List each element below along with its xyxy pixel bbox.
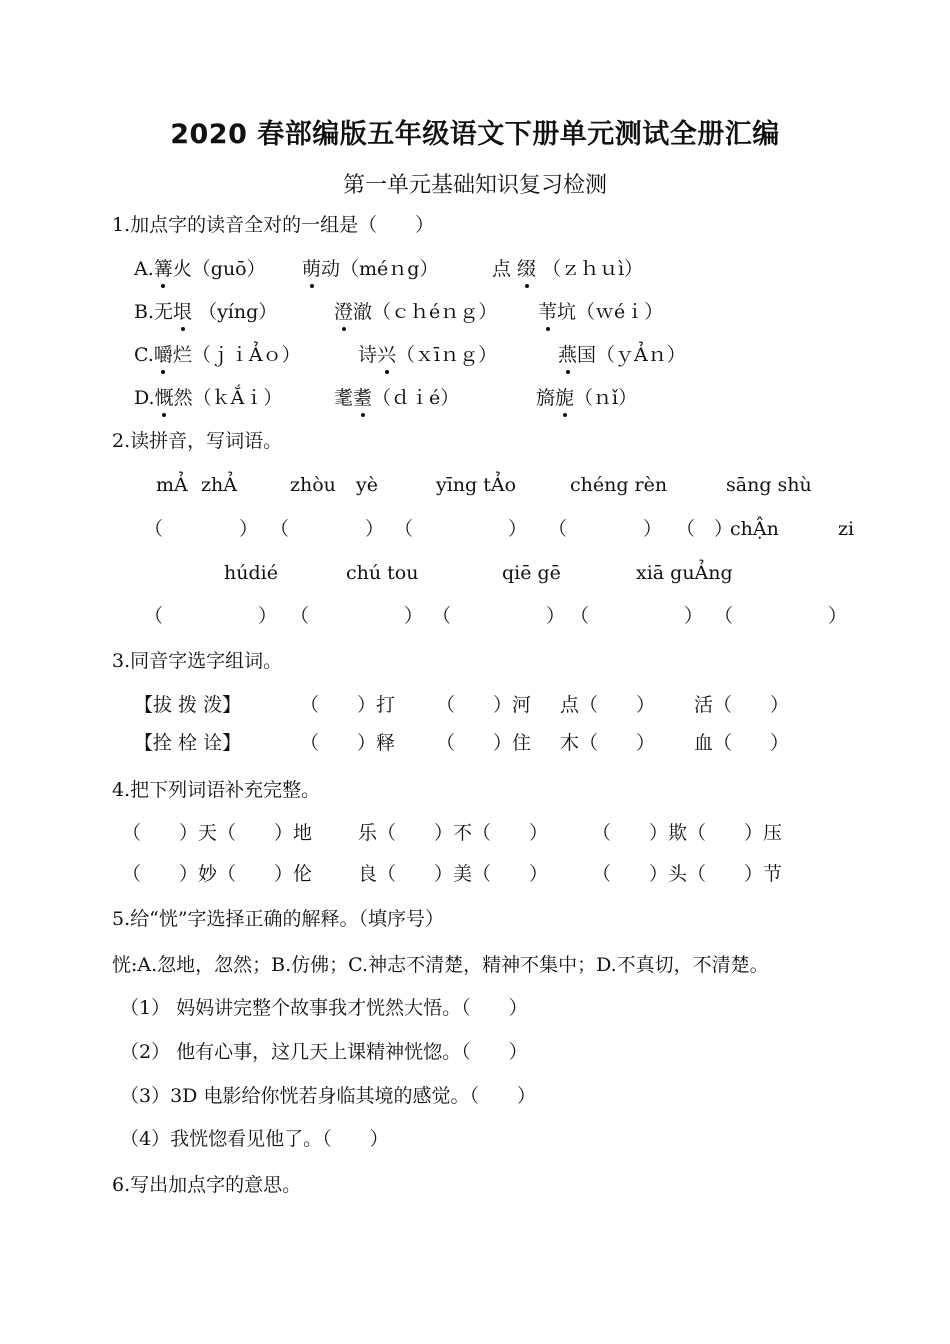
q1-option-c-1: C.嚼烂（ｊｉẢｏ） xyxy=(134,344,301,366)
q2-pinyin: qiē gē xyxy=(502,562,561,584)
document-title: 2020 春部编版五年级语文下册单元测试全册汇编 xyxy=(170,119,780,150)
q2-answer-blank[interactable]: （ ） xyxy=(432,605,566,627)
q1-option-a-2: 萌动（méｎg） xyxy=(302,258,439,280)
q2-answer-blank[interactable]: （ ） xyxy=(548,518,663,540)
q2-pinyin: yè xyxy=(356,474,378,496)
q2-answer-blank[interactable]: （ ） xyxy=(144,605,278,627)
q5-item[interactable]: （1） 妈妈讲完整个故事我才恍然大悟。（ ） xyxy=(120,997,528,1019)
q4-idiom-blank[interactable]: （ ）头（ ）节 xyxy=(592,863,783,885)
q2-answer-blank[interactable]: （ ） xyxy=(714,605,848,627)
q2-pinyin: zhòu xyxy=(290,474,336,496)
q5-item[interactable]: （4）我恍惚看见他了。（ ） xyxy=(120,1128,389,1150)
q3-char-group: 【拔 拨 泼】 xyxy=(134,694,242,716)
q3-blank[interactable]: 活（ ） xyxy=(694,694,790,716)
q1-option-c-2: 诗兴（ｘīｎｇ） xyxy=(358,344,498,366)
q2-pinyin: zi xyxy=(838,518,855,540)
q1-option-b-1: B.无垠 （yíng） xyxy=(134,301,278,323)
q4-idiom-blank[interactable]: （ ）欺（ ）压 xyxy=(592,822,783,844)
q2-pinyin: chẬn xyxy=(730,518,779,540)
q1-option-a-1: A.篝火（guō） xyxy=(134,258,266,280)
q5-item[interactable]: （2） 他有心事，这几天上课精神恍惚。（ ） xyxy=(120,1041,528,1063)
q1-option-b-2: 澄澈（ｃｈéｎｇ） xyxy=(334,301,498,323)
q6-stem: 6.写出加点字的意思。 xyxy=(112,1174,302,1196)
q3-blank[interactable]: 木（ ） xyxy=(560,732,656,754)
q5-item[interactable]: （3）3D 电影给你恍若身临其境的感觉。（ ） xyxy=(120,1085,536,1107)
q3-blank[interactable]: （ ）河 xyxy=(436,694,532,716)
q2-pinyin: sāng shù xyxy=(726,474,812,496)
q4-idiom-blank[interactable]: 良（ ）美（ ） xyxy=(358,863,549,885)
q2-answer-blank[interactable]: （ ） xyxy=(676,518,734,540)
q1-option-d-1: D.慨然（ｋẮｉ） xyxy=(134,387,283,409)
q3-blank[interactable]: 点（ ） xyxy=(560,694,656,716)
q4-stem: 4.把下列词语补充完整。 xyxy=(112,779,321,801)
q2-answer-blank[interactable]: （ ） xyxy=(394,518,528,540)
q4-idiom-blank[interactable]: （ ）天（ ）地 xyxy=(122,822,313,844)
q2-pinyin: húdié xyxy=(224,562,278,584)
q2-pinyin: chú tou xyxy=(346,562,419,584)
q1-option-d-2: 耄耋（ｄｉé） xyxy=(334,387,460,409)
q5-definitions: 恍:A.忽地，忽然；B.仿佛；C.神志不清楚，精神不集中；D.不真切，不清楚。 xyxy=(112,954,769,976)
q2-stem: 2.读拼音，写词语。 xyxy=(112,430,283,452)
q1-option-d-3: 旖旎（ｎǐ） xyxy=(536,387,638,409)
q3-blank[interactable]: （ ）住 xyxy=(436,732,532,754)
q2-answer-blank[interactable]: （ ） xyxy=(290,605,424,627)
q2-answer-blank[interactable]: （ ） xyxy=(270,518,385,540)
q2-answer-blank[interactable]: （ ） xyxy=(144,518,259,540)
q1-option-b-3: 苇坑（ｗéｉ） xyxy=(538,301,664,323)
q2-answer-blank[interactable]: （ ） xyxy=(570,605,704,627)
unit-subtitle: 第一单元基础知识复习检测 xyxy=(342,173,607,198)
q1-stem: 1.加点字的读音全对的一组是（ ） xyxy=(112,214,435,236)
q4-idiom-blank[interactable]: （ ）妙（ ）伦 xyxy=(122,863,313,885)
q1-option-c-3: 燕国（ｙẢｎ） xyxy=(558,344,686,366)
q4-idiom-blank[interactable]: 乐（ ）不（ ） xyxy=(358,822,549,844)
q3-stem: 3.同音字选字组词。 xyxy=(112,650,283,672)
q5-stem: 5.给“恍”字选择正确的解释。（填序号） xyxy=(112,908,445,930)
q2-pinyin: yīng tẢo xyxy=(436,474,517,496)
q3-blank[interactable]: 血（ ） xyxy=(694,732,790,754)
q3-blank[interactable]: （ ）打 xyxy=(300,694,396,716)
q3-char-group: 【拴 栓 诠】 xyxy=(134,732,242,754)
q2-pinyin: xiā guẢng xyxy=(636,562,733,584)
q2-pinyin: chéng rèn xyxy=(570,474,668,496)
q2-pinyin: mẢ xyxy=(156,474,188,496)
q3-blank[interactable]: （ ）释 xyxy=(300,732,396,754)
q2-pinyin: zhẢ xyxy=(201,474,237,496)
q1-option-a-3: 点 缀 （ｚｈｕì） xyxy=(492,258,644,280)
